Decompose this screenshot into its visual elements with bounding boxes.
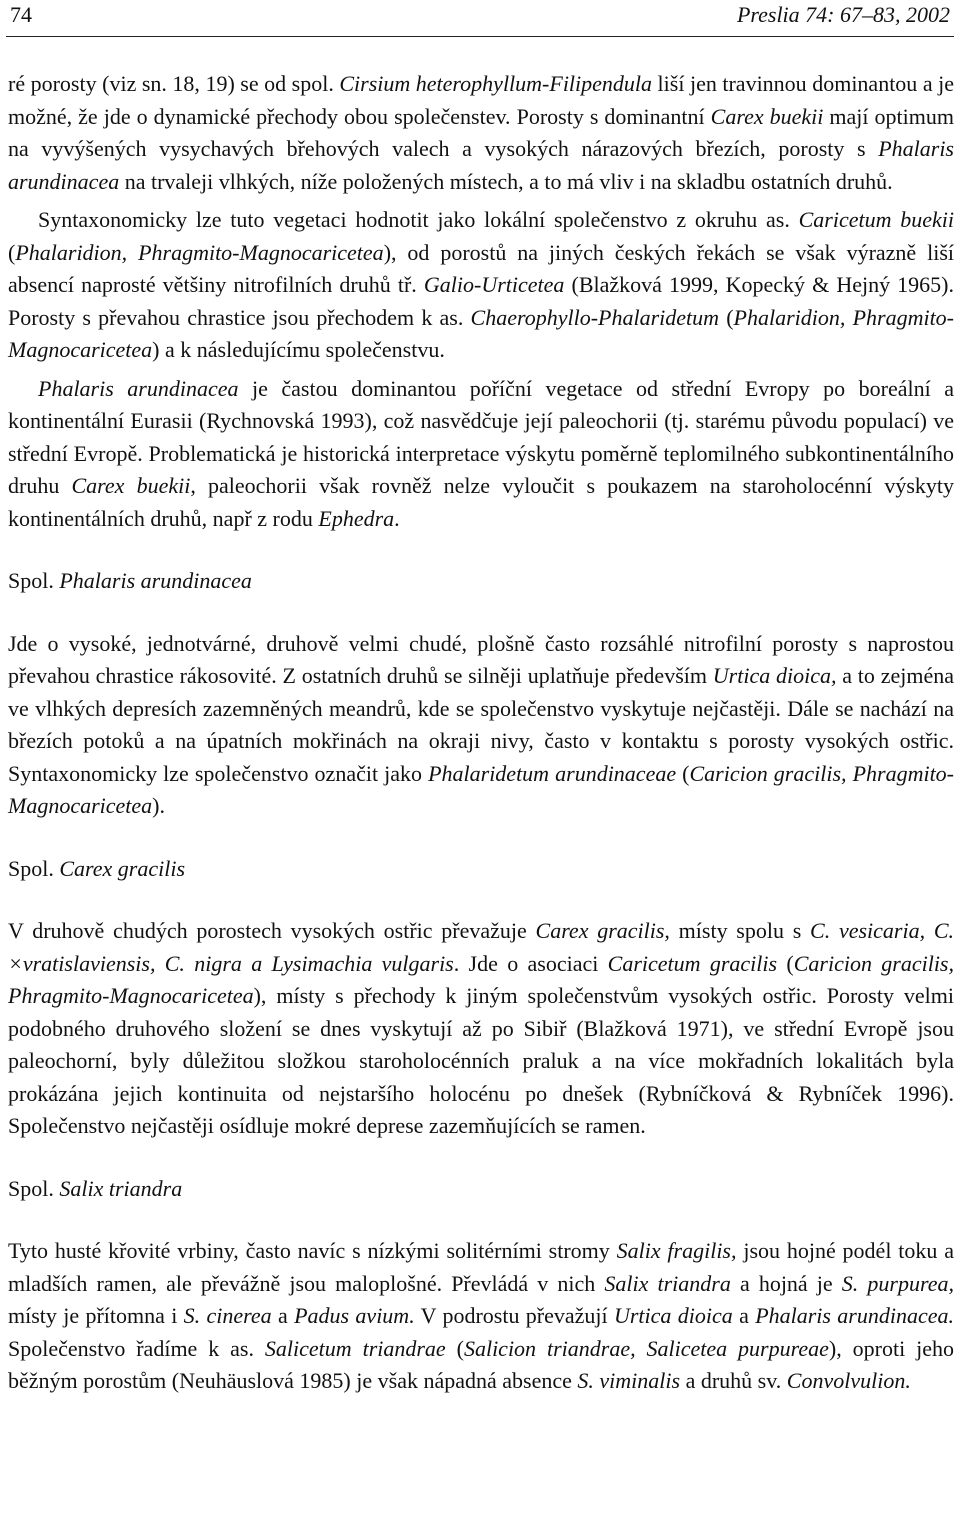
heading-prefix: Spol.	[8, 855, 60, 881]
italic-taxon-run: Urtica dioica,	[712, 663, 837, 688]
section-text-carex	[8, 915, 954, 1143]
text-run: (Blažková 1999, Kopecký & Hejný 1965). Porosty s převahou chrastice jsou přechodem k as.	[8, 272, 955, 330]
section-text-phalaris	[8, 628, 954, 823]
text-run: (	[8, 239, 16, 265]
italic-taxon-run: C. vesicaria, C. ×vratislaviensis, C. nigra a Lysimachia vulgaris	[8, 918, 954, 976]
text-run: ), místy s přechody k jiným společenstvům vysokých ostřic. Porosty velmi podobného druhového složení se dnes vyskytují až po Sibiř (Blažková 1971), ve střední Evropě jsou paleochorní, byly důležitou složkou staroholocénních praluk a na více mokřadních lokalitách byla prokázána jejich kontinuita od nejstaršího holocénu po dnešek (Rybníčková & Rybníček 1996). Společenstvo nejčastěji osídluje mokré deprese zazemňujících se ramen.	[8, 983, 954, 1138]
text-run: a	[271, 1303, 295, 1328]
heading-taxon: Salix triandra	[59, 1175, 183, 1201]
text-run: mají optimum na vyvýšených vysychavých břehových valech a vysokých nárazových březích, porosty s	[8, 103, 954, 161]
text-run: ré porosty (viz sn. 18, 19) se od spol.	[8, 71, 340, 96]
italic-taxon-run: Salix triandra	[604, 1270, 731, 1296]
text-run: a	[732, 1303, 756, 1328]
text-run: místy spolu s	[669, 918, 811, 943]
italic-taxon-run: Caricion gracilis, Phragmito-Magnocaricetea	[8, 950, 954, 1008]
italic-taxon-run: Phalaridion, Phragmito-Magnocaricetea	[8, 304, 955, 362]
italic-taxon-run: Salicetum triandrae	[264, 1335, 446, 1361]
italic-taxon-run: Caricetum gracilis	[607, 950, 778, 976]
text-run: ) a k následujícímu společenstvu.	[152, 337, 445, 362]
italic-taxon-run: Carex gracilis,	[535, 918, 670, 943]
italic-taxon-run: Phalaris arundinacea	[8, 136, 954, 194]
section-text-salix	[8, 1235, 954, 1398]
text-run: jsou hojné podél toku a mladších ramen, ale převážně jsou maloplošné. Převládá v nich	[8, 1238, 954, 1296]
text-run: V druhově chudých porostech vysokých ostřic převažuje	[8, 918, 536, 943]
text-run: (	[777, 950, 794, 976]
italic-taxon-run: Cirsium heterophyllum-Filipendula	[339, 71, 653, 96]
journal-citation: Preslia 74: 67–83, 2002	[736, 2, 950, 27]
text-run: Tyto husté křovité vrbiny, často navíc s nízkými solitérními stromy	[8, 1238, 617, 1263]
italic-taxon-run: Carex buekii	[710, 103, 824, 129]
italic-taxon-run: Carex buekii	[71, 473, 191, 498]
italic-taxon-run: Phalaridetum arundinaceae	[428, 760, 677, 786]
text-run: ), od porostů na jiných českých řekách se však výrazně liší absencí naprosté většiny nitrofilních druhů tř.	[8, 239, 954, 297]
italic-taxon-run: Chaerophyllo-Phalaridetum	[470, 304, 720, 330]
section-heading-phalaris	[8, 565, 954, 598]
italic-taxon-run: Phalaris arundinacea.	[755, 1303, 955, 1328]
paragraph	[8, 373, 954, 536]
italic-taxon-run: Salicion triandrae, Salicetea purpureae	[463, 1335, 829, 1361]
text-run: a hojná je	[730, 1270, 842, 1296]
text-run: (	[676, 760, 690, 786]
italic-taxon-run: S. purpurea,	[841, 1270, 954, 1296]
italic-taxon-run: Galio-Urticetea	[423, 272, 565, 297]
text-run: , paleochorii však rovněž nelze vyloučit s poukazem na staroholocénní výskyty kontinentálních druhů, např z rodu	[8, 473, 955, 531]
text-run: (	[445, 1335, 464, 1361]
text-run: ), oproti jeho běžným porostům (Neuhäuslová 1985) je však nápadná absence	[8, 1335, 954, 1393]
italic-taxon-run: S. viminalis	[577, 1368, 681, 1393]
text-run: je častou dominantou poříční vegetace od střední Evropy po boreální a kontinentální Eurasii (Rychnovská 1993), což nasvědčuje její paleochorii (tj. starému původu populací) ve střední Evropě. Problematická je historická interpretace výskytu poměrně teplomilného subkontinentálního druhu	[8, 375, 954, 498]
body-text	[8, 68, 954, 1398]
italic-taxon-run: Caricion gracilis, Phragmito-Magnocaricetea	[8, 760, 955, 818]
text-run: místy je přítomna i	[8, 1303, 184, 1328]
heading-prefix: Spol.	[8, 1175, 60, 1201]
italic-taxon-run: S. cinerea	[183, 1303, 272, 1328]
heading-taxon: Phalaris arundinacea	[59, 568, 252, 593]
text-run: (	[719, 304, 734, 330]
text-run: . Jde o asociaci	[453, 950, 608, 976]
text-run: ).	[152, 793, 165, 818]
italic-taxon-run: Salix fragilis,	[616, 1238, 737, 1263]
italic-taxon-run: Phalaris arundinacea	[38, 375, 239, 401]
text-run: na trvaleji vlhkých, níže položených místech, a to má vliv i na skladbu ostatních druhů.	[119, 168, 893, 194]
paragraph	[8, 204, 954, 367]
text-run: Syntaxonomicky lze tuto vegetaci hodnotit jako lokální společenstvo z okruhu as.	[38, 207, 799, 232]
italic-taxon-run: Convolvulion.	[786, 1368, 911, 1393]
heading-taxon: Carex gracilis	[59, 855, 186, 881]
section-heading-carex	[8, 853, 954, 886]
text-run: Jde o vysoké, jednotvárné, druhově velmi chudé, plošně často rozsáhlé nitrofilní porosty s naprostou převahou chrastice rákosovité. Z ostatních druhů se silněji uplatňuje především	[8, 630, 954, 688]
heading-prefix: Spol.	[8, 568, 60, 593]
paragraph	[8, 68, 954, 198]
text-run: a to zejména ve vlhkých depresích zazemněných meandrů, kde se společenstvo vyskytuje nejčastěji. Dále se nachází na březích potoků a na úpatních mokřinách na okraji nivy, často v kontaktu s porosty vysokých ostřic. Syntaxonomicky lze společenstvo označit jako	[8, 663, 954, 786]
section-heading-salix	[8, 1173, 954, 1206]
text-run: liší jen travinnou dominantou a je možné, že jde o dynamické přechody obou společenstev. Porosty s dominantní	[8, 71, 954, 129]
text-run: V podrostu převažují	[414, 1303, 614, 1328]
text-run: a druhů sv.	[680, 1368, 787, 1393]
page-number: 74	[10, 2, 32, 27]
italic-taxon-run: Padus avium.	[294, 1303, 415, 1328]
italic-taxon-run: Phalaridion, Phragmito-Magnocaricetea	[15, 239, 384, 265]
italic-taxon-run: Urtica dioica	[613, 1303, 733, 1328]
text-run: Společenstvo řadíme k as.	[8, 1335, 265, 1361]
header-rule	[6, 36, 954, 37]
italic-taxon-run: Caricetum buekii	[798, 207, 954, 232]
text-run: .	[394, 505, 400, 531]
italic-taxon-run: Ephedra	[318, 505, 395, 531]
running-header	[10, 0, 950, 34]
